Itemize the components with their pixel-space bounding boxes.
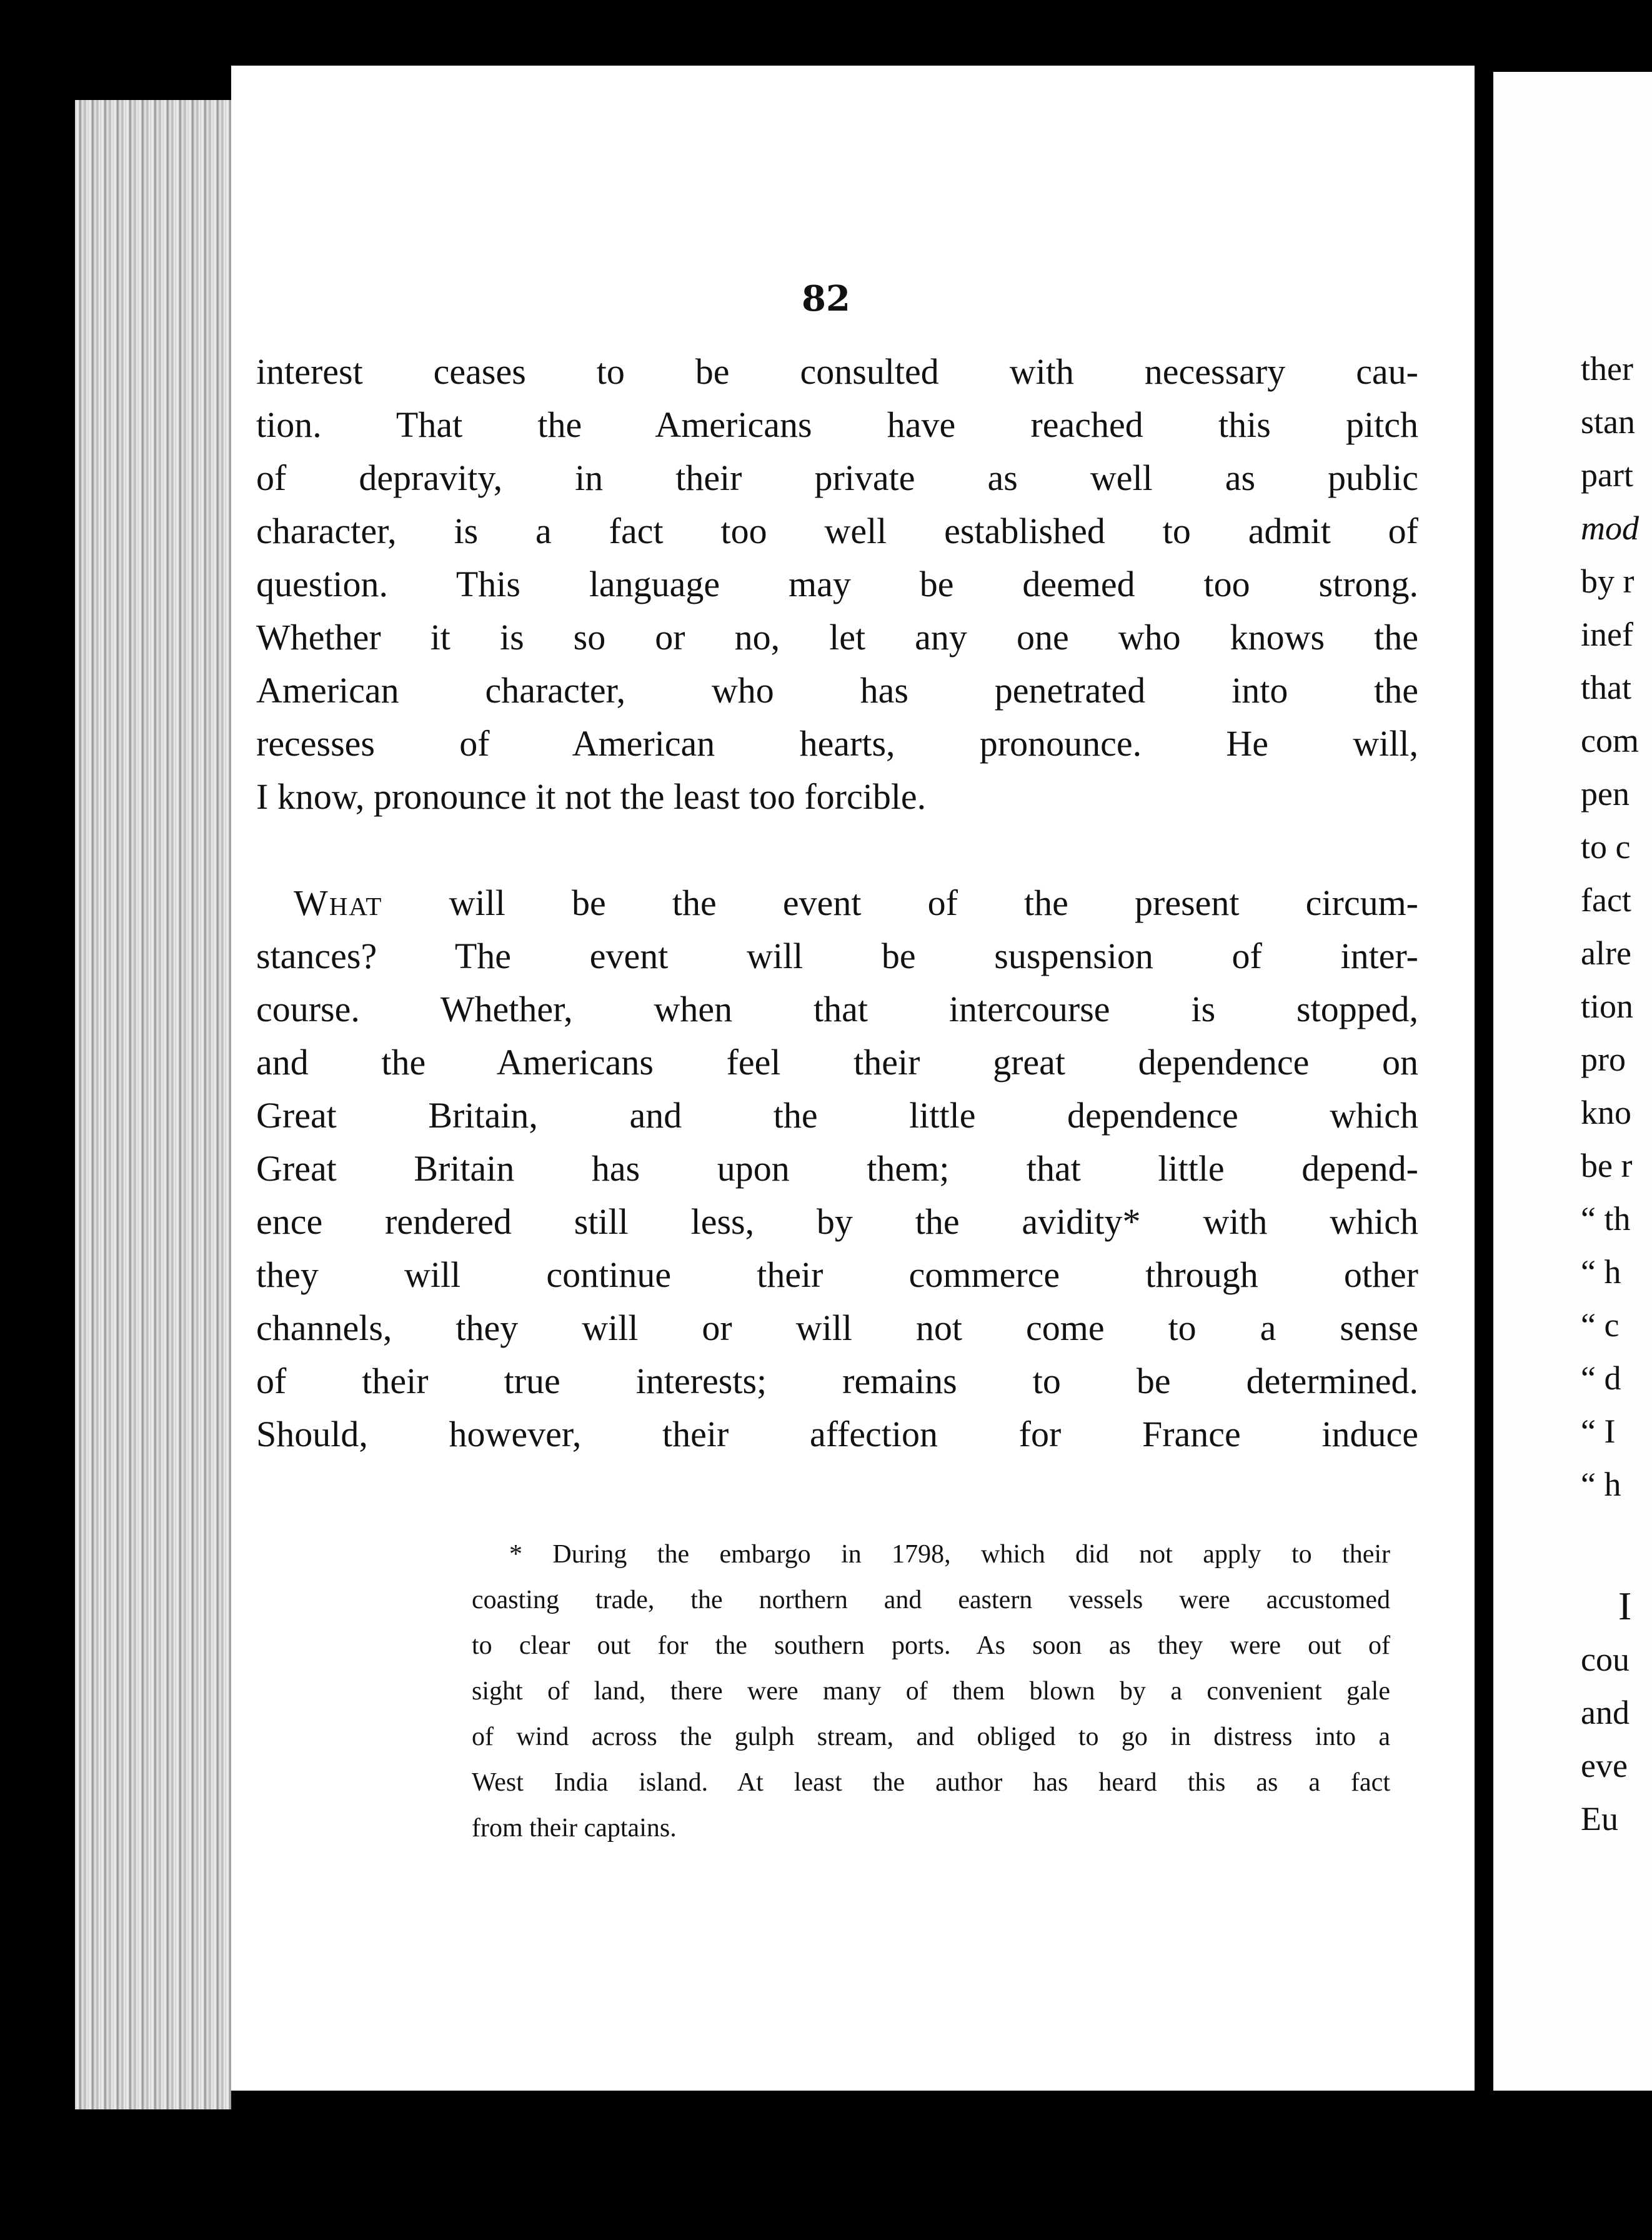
facing-page-fragment: alre	[1581, 934, 1631, 972]
text-line: American character, who has penetrated into the	[256, 670, 1418, 711]
text-line	[294, 881, 1418, 925]
facing-page-fragment: com	[1581, 722, 1639, 759]
facing-page-fragment: by r	[1581, 562, 1635, 600]
facing-page-fragment: “ th	[1581, 1200, 1631, 1238]
facing-page-fragment: “ d	[1581, 1359, 1621, 1397]
text-line: channels, they will or will not come to a sense	[256, 1308, 1418, 1348]
facing-page-fragment: and	[1581, 1694, 1630, 1731]
facing-page-fragment: to c	[1581, 828, 1631, 866]
facing-page-fragment: “ h	[1581, 1466, 1621, 1503]
footnote-line: from their captains.	[472, 1814, 677, 1842]
text-line: I know, pronounce it not the least too forcible.	[256, 776, 927, 817]
facing-page-fragment: cou	[1581, 1641, 1630, 1678]
text-line: tion. That the Americans have reached this pitch	[256, 404, 1418, 445]
text-line: question. This language may be deemed too strong.	[256, 564, 1418, 604]
text-line: recesses of American hearts, pronounce. He will,	[256, 723, 1418, 764]
text-line: character, is a fact too well established to admit of	[256, 511, 1418, 551]
facing-page-fragment: kno	[1581, 1094, 1631, 1131]
facing-page-fragment: I	[1618, 1584, 1632, 1628]
facing-page-fragment: pro	[1581, 1041, 1626, 1078]
footnote-line: of wind across the gulph stream, and obliged to go in distress into a	[472, 1722, 1390, 1751]
footnote-line: to clear out for the southern ports. As soon as they were out of	[472, 1631, 1390, 1660]
text-line: of depravity, in their private as well as public	[256, 458, 1418, 498]
facing-page-fragment: ther	[1581, 350, 1633, 388]
text-line: interest ceases to be consulted with necessary cau-	[256, 351, 1418, 392]
facing-page-fragment: “ I	[1581, 1412, 1616, 1450]
book-page-edges	[75, 100, 231, 2109]
facing-page-fragment: fact	[1581, 881, 1631, 919]
text-line: and the Americans feel their great dependence on	[256, 1042, 1418, 1082]
text-line: Great Britain has upon them; that little depend-	[256, 1148, 1418, 1189]
small-caps-lead-word: What	[294, 882, 383, 923]
text-line: stances? The event will be suspension of inter-	[256, 936, 1418, 976]
facing-page-fragment: tion	[1581, 988, 1634, 1025]
main-text	[256, 350, 1418, 1475]
text-line: they will continue their commerce through other	[256, 1254, 1418, 1295]
facing-page-fragment: “ c	[1581, 1306, 1620, 1344]
facing-page-fragment: mod	[1581, 509, 1639, 547]
text-line: Whether it is so or no, let any one who knows the	[256, 617, 1418, 658]
facing-page-fragment: stan	[1581, 403, 1635, 441]
text-line: of their true interests; remains to be determined.	[256, 1361, 1418, 1401]
text-line: Should, however, their affection for France induce	[256, 1414, 1418, 1454]
footnote-line: * During the embargo in 1798, which did not apply to their	[509, 1540, 1390, 1569]
facing-page-fragment: “ h	[1581, 1253, 1621, 1291]
text-line-rest: will be the event of the present circum-	[382, 882, 1418, 923]
facing-page-fragment: eve	[1581, 1747, 1628, 1784]
facing-page-fragment: Eu	[1581, 1800, 1618, 1838]
text-line: course. Whether, when that intercourse is stopped,	[256, 989, 1418, 1029]
footnote-line: sight of land, there were many of them blown by a convenient gale	[472, 1677, 1390, 1706]
text-line: ence rendered still less, by the avidity* with which	[256, 1201, 1418, 1242]
facing-page-fragment: pen	[1581, 775, 1630, 812]
footnote-line: coasting trade, the northern and eastern vessels were accustomed	[472, 1586, 1390, 1614]
facing-page-fragment: that	[1581, 669, 1631, 706]
facing-page-fragment: part	[1581, 456, 1633, 494]
facing-page-fragment: inef	[1581, 616, 1633, 653]
page-number: 82	[802, 278, 850, 319]
footnote-line: West India island. At least the author has heard this as a fact	[472, 1768, 1390, 1797]
text-line: Great Britain, and the little dependence which	[256, 1095, 1418, 1136]
facing-page-fragment: be r	[1581, 1147, 1633, 1184]
facing-page	[1493, 72, 1652, 2091]
